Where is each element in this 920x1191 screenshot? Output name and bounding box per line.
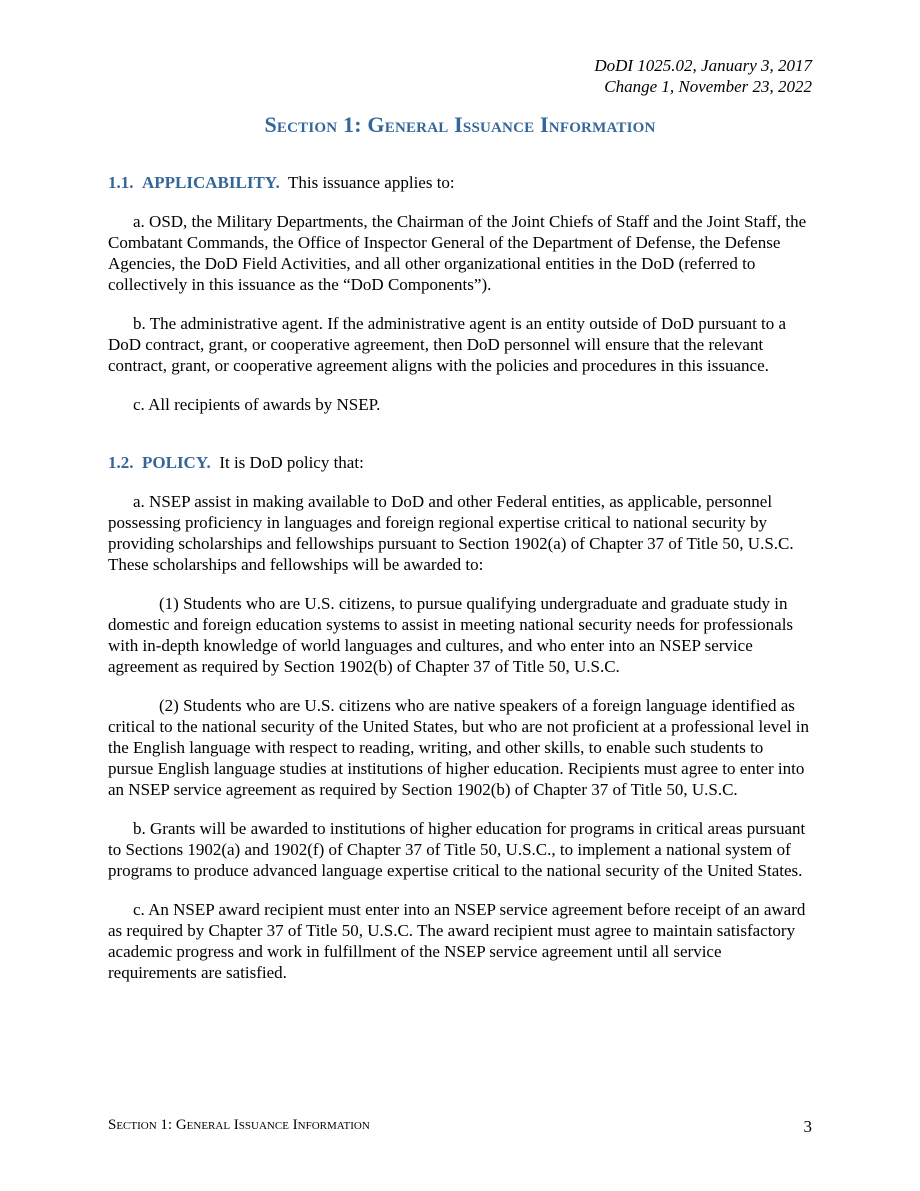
footer-section-title: Section 1: General Issuance Information [108,1117,370,1133]
paragraph-1-2-a: a. NSEP assist in making available to DoD and other Federal entities, as applicable, personnel possessing proficiency in languages and foreign regional expertise critical to national security by providing scholarships and fellowships pursuant to Section 1902(a) of Chapter 37 of Title 50, U.S.C. These scholarships and fellowships will be awarded to: [108,492,794,574]
section-lead: This issuance applies to: [287,173,455,192]
section-label: APPLICABILITY. [142,173,280,192]
header-change: Change 1, November 23, 2022 [604,77,812,96]
applicability-heading [108,172,812,193]
paragraph-1-1-b: b. The administrative agent. If the administrative agent is an entity outside of DoD pursuant to a DoD contract, grant, or cooperative agreement, then DoD personnel will ensure that the relevant contract, grant, or cooperative agreement aligns with the policies and procedures in this issuance. [108,314,787,375]
section-title: Section 1: General Issuance Information [264,112,656,137]
section-number: 1.1. [108,173,134,192]
paragraph-1-2-a-1: (1) Students who are U.S. citizens, to pursue qualifying undergraduate and graduate study in domestic and foreign education systems to assist in meeting national security needs for professionals with in-depth knowledge of world languages and cultures, and who enter into an NSEP service agreement as required by Section 1902(b) of Chapter 37 of Title 50, U.S.C. [108,594,794,676]
paragraph-1-1-a: a. OSD, the Military Departments, the Chairman of the Joint Chiefs of Staff and the Joint Staff, the Combatant Commands, the Office of Inspector General of the Department of Defense, the Defense Agencies, the DoD Field Activities, and all other organizational entities in the DoD (referred to collectively in this issuance as the “DoD Components”). [108,212,807,294]
paragraph-1-2-a-2: (2) Students who are U.S. citizens who are native speakers of a foreign language identified as critical to the national security of the United States, but who are not proficient at a professional level in the English language with respect to reading, writing, and other skills, to enable such students to pursue English language studies at institutions of higher education. Recipients must agree to enter into an NSEP service agreement as required by Section 1902(b) of Chapter 37 of Title 50, U.S.C. [108,696,810,799]
page-number: 3 [803,1117,812,1136]
running-header [594,55,812,97]
section-number: 1.2. [108,453,134,472]
section-lead: It is DoD policy that: [219,453,364,472]
section-label: POLICY. [142,453,211,472]
policy-heading [108,452,812,473]
paragraph-1-2-c: c. An NSEP award recipient must enter into an NSEP service agreement before receipt of an award as required by Chapter 37 of Title 50, U.S.C. The award recipient must agree to maintain satisfactory academic progress and work in fulfillment of the NSEP service agreement until all service requirements are satisfied. [108,900,806,982]
document-body [108,172,812,1001]
header-doc-id: DoDI 1025.02, January 3, 2017 [594,56,812,75]
paragraph-1-1-c: c. All recipients of awards by NSEP. [133,395,381,414]
paragraph-1-2-b: b. Grants will be awarded to institutions of higher education for programs in critical areas pursuant to Sections 1902(a) and 1902(f) of Chapter 37 of Title 50, U.S.C., to implement a national system of programs to produce advanced language expertise critical to the national security of the United States. [108,819,806,880]
running-footer [108,1117,812,1137]
